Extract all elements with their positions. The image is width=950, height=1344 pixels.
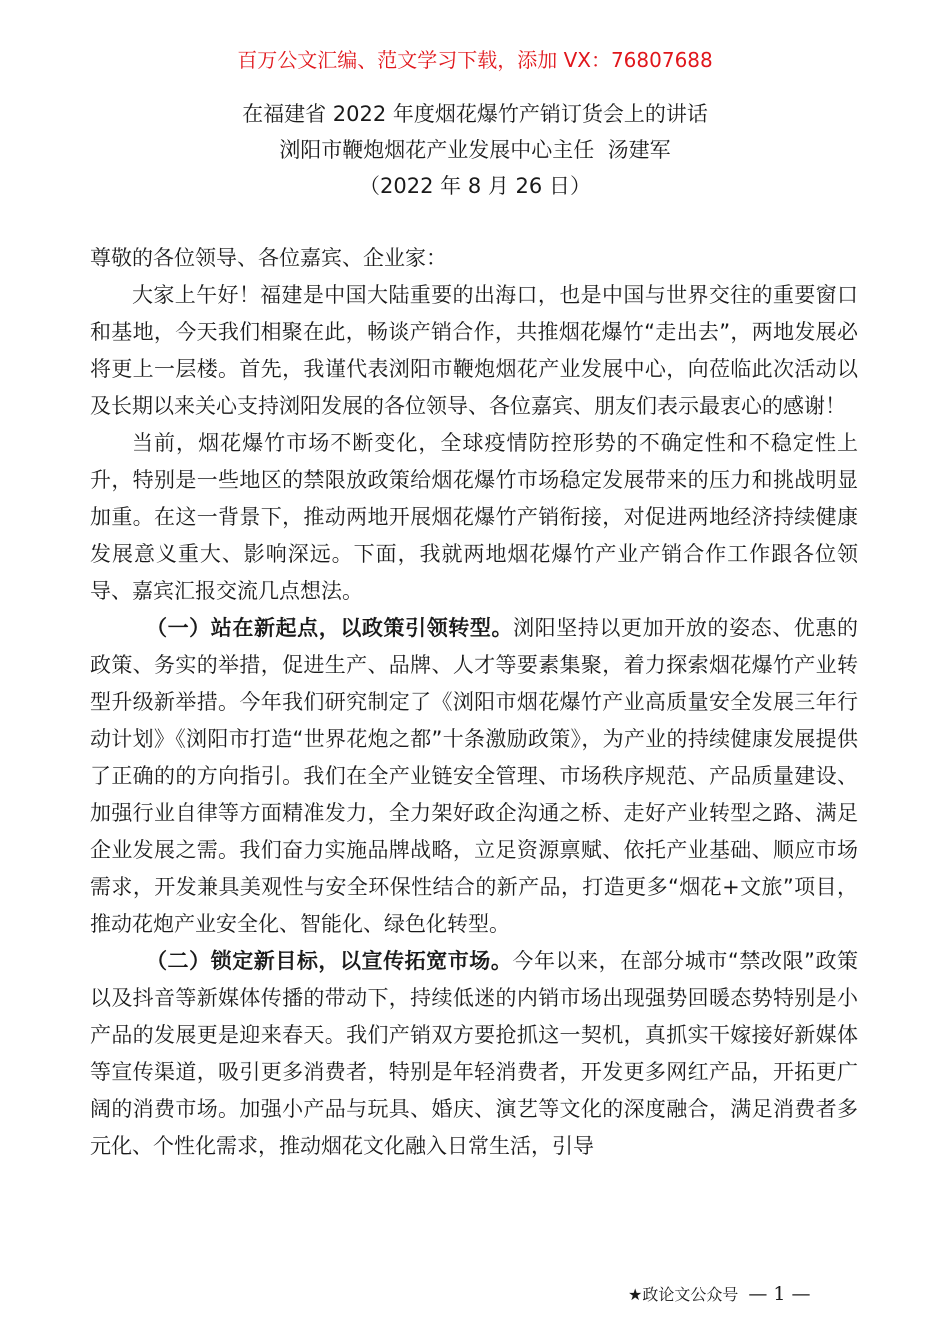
salutation: 尊敬的各位领导、各位嘉宾、企业家： (90, 246, 447, 270)
page-number: — 1 — (748, 1283, 811, 1305)
section-2-heading: （二）锁定新目标，以宣传拓宽市场。 (146, 949, 513, 973)
page-footer (628, 1282, 811, 1305)
speech-title: 在福建省 2022 年度烟花爆竹产销订货会上的讲话 (242, 102, 708, 126)
document-body (90, 240, 858, 1165)
section-1-heading: （一）站在新起点，以政策引领转型。 (146, 616, 514, 640)
section-2 (90, 943, 858, 1165)
watermark-banner: 百万公文汇编、范文学习下载，添加 VX：76807688 (237, 48, 713, 72)
speech-date: （2022 年 8 月 26 日） (359, 174, 591, 198)
paragraph-context: 当前，烟花爆竹市场不断变化，全球疫情防控形势的不确定性和不稳定性上升，特别是一些地区的禁限放政策给烟花爆竹市场稳定发展带来的压力和挑战明显加重。在这一背景下，推动两地开展烟花爆竹产销衔接，对促进两地经济持续健康发展意义重大、影响深远。下面，我就两地烟花爆竹产业产销合作工作跟各位领导、嘉宾汇报交流几点想法。 (90, 431, 858, 603)
paragraph-opening: 大家上午好！福建是中国大陆重要的出海口，也是中国与世界交往的重要窗口和基地，今天我们相聚在此，畅谈产销合作，共推烟花爆竹“走出去”，两地发展必将更上一层楼。首先，我谨代表浏阳市鞭炮烟花产业发展中心，向莅临此次活动以及长期以来关心支持浏阳发展的各位领导、各位嘉宾、朋友们表示最衷心的感谢！ (90, 283, 858, 418)
section-2-text: 今年以来，在部分城市“禁改限”政策以及抖音等新媒体传播的带动下，持续低迷的内销市场出现强势回暖态势特别是小产品的发展更是迎来春天。我们产销双方要抢抓这一契机，真抓实干嫁接好新媒体等宣传渠道，吸引更多消费者，特别是年轻消费者，开发更多网红产品，开拓更广阔的消费市场。加强小产品与玩具、婚庆、演艺等文化的深度融合，满足消费者多元化、个性化需求，推动烟花文化融入日常生活，引导 (90, 949, 859, 1158)
speaker-line: 浏阳市鞭炮烟花产业发展中心主任 汤建军 (279, 138, 671, 162)
footer-source: ★政论文公众号 (628, 1285, 739, 1304)
section-1 (90, 610, 858, 943)
title-block (0, 96, 950, 204)
section-1-text: 浏阳坚持以更加开放的姿态、优惠的政策、务实的举措，促进生产、品牌、人才等要素集聚，着力探索烟花爆竹产业转型升级新举措。今年我们研究制定了《浏阳市烟花爆竹产业高质量安全发展三年行动计划》《浏阳市打造“世界花炮之都”十条激励政策》，为产业的持续健康发展提供了正确的的方向指引。我们在全产业链安全管理、市场秩序规范、产品质量建设、加强行业自律等方面精准发力，全力架好政企沟通之桥、走好产业转型之路、满足企业发展之需。我们奋力实施品牌战略，立足资源禀赋、依托产业基础、顺应市场需求，开发兼具美观性与安全环保性结合的新产品，打造更多“烟花+文旅”项目，推动花炮产业安全化、智能化、绿色化转型。 (90, 616, 858, 936)
